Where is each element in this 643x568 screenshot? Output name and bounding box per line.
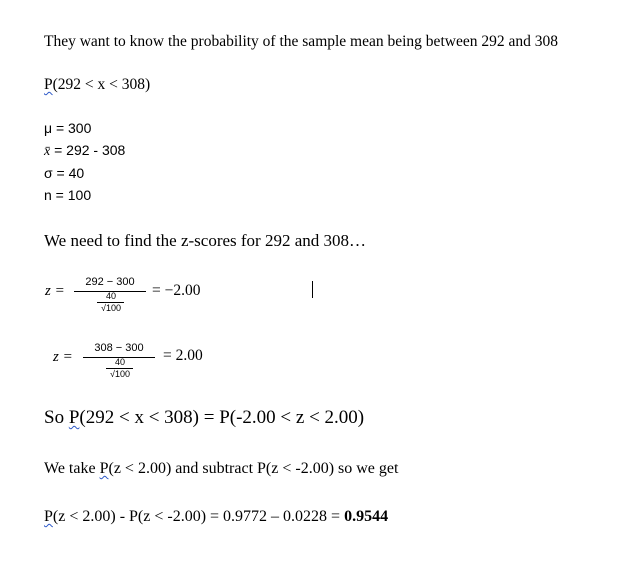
take-statement (44, 460, 398, 478)
given-mu: μ = 300 (44, 120, 92, 136)
eq1-numerator: 292 − 300 (85, 276, 135, 288)
spellcheck-word: P (44, 508, 53, 525)
final-statement (44, 508, 388, 526)
probability-range: (292 < x < 308) (52, 76, 151, 93)
text-cursor (312, 281, 313, 298)
xbar-symbol: x̄ (44, 144, 51, 159)
final-equation: (z < 2.00) - P(z < -2.00) = 0.9772 – 0.0228 = (52, 508, 345, 525)
take-rest: (z < 2.00) and subtract P(z < -2.00) so we get (108, 460, 399, 477)
eq2-den-denominator: √100 (110, 369, 130, 379)
eq2-den-numerator: 40 (114, 357, 125, 367)
given-sigma: σ = 40 (44, 165, 85, 181)
eq2-lhs: z = (53, 349, 73, 365)
eq1-lhs: z = (45, 283, 65, 299)
final-answer: 0.9544 (344, 508, 389, 525)
probability-statement (44, 76, 150, 94)
eq1-result: = −2.00 (152, 282, 201, 299)
given-xbar (44, 142, 125, 160)
spellcheck-word: P (68, 407, 80, 428)
so-statement (44, 407, 364, 429)
so-prefix: So (44, 407, 69, 428)
zscores-heading: We need to find the z-scores for 292 and 308… (44, 231, 367, 250)
eq2-numerator: 308 − 300 (94, 342, 144, 354)
spellcheck-word: P (44, 76, 53, 93)
intro-line: They want to know the probability of the sample mean being between 292 and 308 (44, 33, 558, 50)
eq1-den-denominator: √100 (101, 303, 121, 313)
so-equation: (292 < x < 308) = P(-2.00 < z < 2.00) (79, 407, 365, 428)
eq1-den-numerator: 40 (105, 291, 116, 301)
take-prefix: We take (44, 460, 100, 477)
spellcheck-word: P (99, 460, 109, 477)
xbar-value: = 292 - 308 (50, 142, 126, 158)
eq2-result: = 2.00 (163, 347, 203, 364)
given-n: n = 100 (44, 187, 92, 203)
